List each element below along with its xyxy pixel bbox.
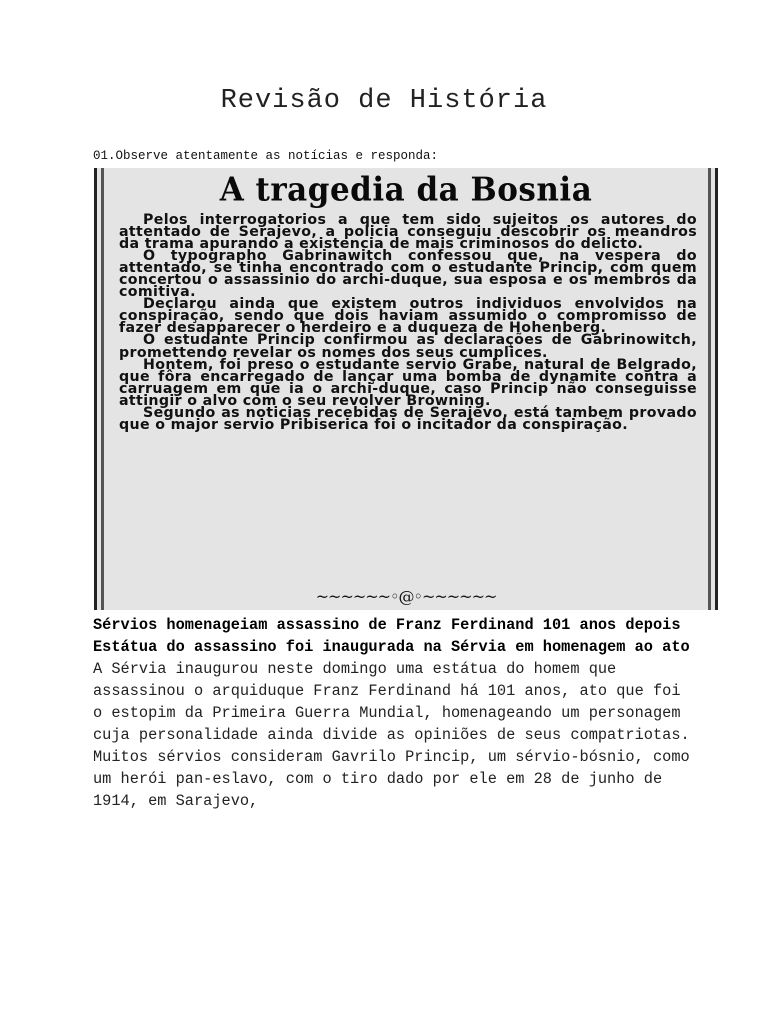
clipping-paragraph: Segundo as noticias recebidas de Serajevo, está tambem provado que o major servio Pribiserica foi o incitador da conspiração.	[119, 404, 697, 433]
page-title: Revisão de História	[220, 86, 548, 116]
news-article	[93, 614, 693, 812]
article-paragraph: Muitos sérvios consideram Gavrilo Princip, um sérvio-bósnio, como um herói pan-eslavo, com o tiro dado por ele em 28 de junho de 1914, em Sarajevo,	[93, 748, 690, 810]
article-paragraph: A Sérvia inaugurou neste domingo uma estátua do homem que assassinou o arquiduque Franz Ferdinand há 101 anos, ato que foi o estopim da Primeira Guerra Mundial, homenageando um personagem cuja personalidade ainda divide as opiniões de seus compatriotas.	[93, 660, 690, 744]
question-prompt: 01.Observe atentamente as notícias e responda:	[93, 149, 439, 163]
clipping-edge-right	[708, 168, 711, 610]
clipping-paragraph: Hontem, foi preso o estudante servio Grabe, natural de Belgrado, que fôra encarregado de lançar uma bomba de dynamite contra a carruagem em que ia o archi-duque, caso Princip não conseguisse attingir o alvo com o seu revolver Browning.	[119, 356, 697, 409]
clipping-paragraph: Pelos interrogatorios a que tem sido sujeitos os autores do attentado de Serajevo, a policia conseguiu descobrir os meandros da trama apurando a existencia de mais criminosos do delicto.	[119, 212, 697, 253]
clipping-body	[119, 214, 697, 431]
article-headline: Sérvios homenageiam assassino de Franz Ferdinand 101 anos depois	[93, 616, 681, 634]
clipping-paragraph: O estudante Princip confirmou as declarações de Gabrinowitch, promettendo revelar os nomes dos seus cumplices.	[119, 332, 697, 361]
clipping-headline: A tragedia da Bosnia	[219, 171, 593, 209]
clipping-paragraph: Declarou ainda que existem outros individuos envolvidos na conspiração, sendo que dois haviam assumido o compromisso de fazer desapparecer o herdeiro e a duqueza de Hohenberg.	[119, 296, 697, 337]
article-subheadline: Estátua do assassino foi inaugurada na Sérvia em homenagem ao ato	[93, 638, 690, 656]
newspaper-clipping	[94, 168, 718, 610]
clipping-paragraph: O typographo Gabrinawitch confessou que, na vespera do attentado, se tinha encontrado com o estudante Princip, com quem concertou o assassinio do archi-duque, sua esposa e os membros da comitiva.	[119, 248, 697, 301]
clipping-edge-left	[101, 168, 104, 610]
ornament-divider-icon: ~~~~~~◦@◦~~~~~~	[315, 587, 497, 606]
